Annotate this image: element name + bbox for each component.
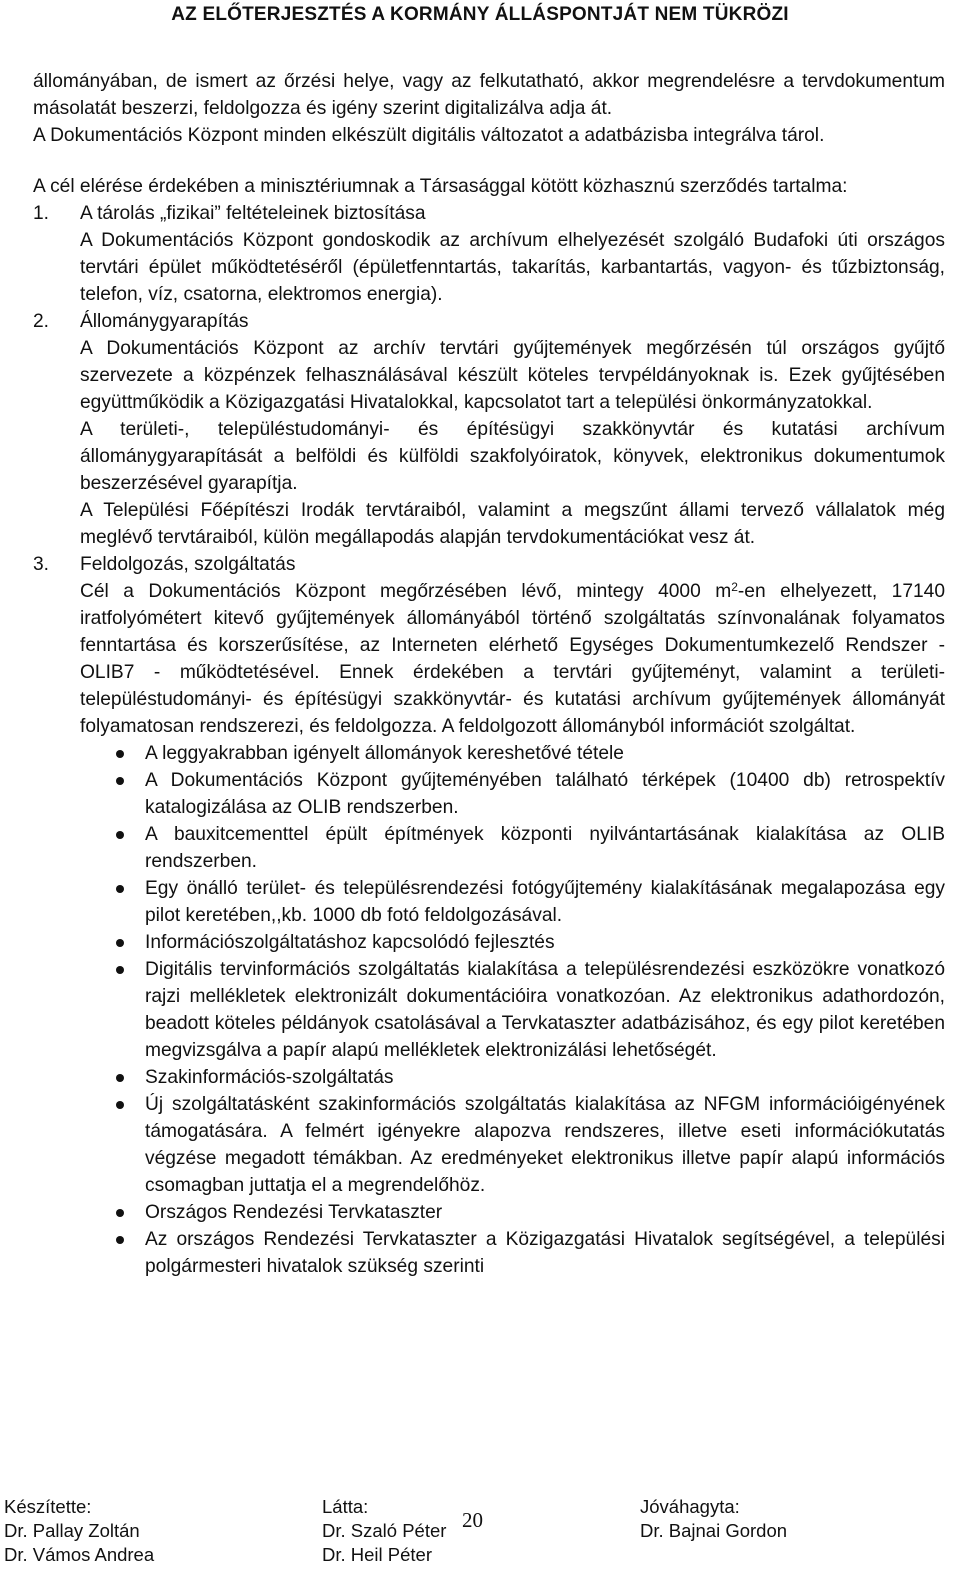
bullet-item bbox=[33, 1091, 945, 1199]
prepared-label: Készítette: bbox=[4, 1496, 92, 1517]
bullet-text: Új szolgáltatásként szakinformációs szolgáltatás kialakítása az NFGM információigényének támogatására. A felmért igényekre alapozva rendszeres, illetve eseti információkutatás végzése megadott témákban. Az eredményeket elektronikus illetve papír alapú információs csomagban juttatja el a megrendelőhöz. bbox=[145, 1094, 945, 1196]
bullet-item bbox=[33, 821, 945, 875]
prepared-name-1: Dr. Pallay Zoltán bbox=[4, 1520, 140, 1541]
bullet-item bbox=[33, 1064, 945, 1091]
bullet-text: A leggyakrabban igényelt állományok kereshetővé tétele bbox=[145, 743, 624, 764]
bullet-icon bbox=[116, 777, 124, 785]
bullet-text: A bauxitcementtel épült építmények központi nyilvántartásának kialakítása az OLIB rendszerben. bbox=[145, 824, 945, 872]
paragraph-gap bbox=[33, 149, 945, 173]
numbered-item-acquisition bbox=[33, 308, 945, 551]
page-number: 20 bbox=[462, 1508, 483, 1532]
bullet-text: Digitális tervinformációs szolgáltatás kialakítása a településrendezési eszközökre vonatkozó rajzi mellékletek elektronizált dokumentációira vonatkozóan. Az elektronikus adathordozón, beadott köteles példányok csatolásával a Tervkataszter adatbázisához, és egy pilot keretében megvizsgálva a papír alapú mellékletek elektronizálási lehetőségét. bbox=[145, 959, 945, 1061]
bullet-item bbox=[33, 875, 945, 929]
bullet-list bbox=[33, 740, 945, 1280]
seen-name-1: Dr. Szaló Péter bbox=[322, 1520, 447, 1541]
item-paragraph: A Dokumentációs Központ az archív tervtári gyűjtemények megőrzésén túl országos gyűjtő szervezete a közpénzek felhasználásával készült köteles tervpéldányoknak is. Ezek gyűjtésében együttműködik a Közigazgatási Hivatalokkal, kapcsolatot tart a települési önkormányzatokkal. bbox=[80, 338, 945, 413]
document-header: AZ ELŐTERJESZTÉS A KORMÁNY ÁLLÁSPONTJÁT NEM TÜKRÖZI bbox=[171, 4, 789, 25]
item-paragraph: A Dokumentációs Központ gondoskodik az archívum elhelyezését szolgáló Budafoki úti országos tervtári épület működtetéséről (épületfenntartás, takarítás, karbantartás, vagyon- és tűzbiztonság, telefon, víz, csatorna, elektromos energia). bbox=[80, 230, 945, 305]
intro-text-start: Cél a Dokumentációs Központ megőrzésében lévő, mintegy 4000 m bbox=[80, 581, 732, 602]
bullet-icon bbox=[116, 939, 124, 947]
document-body bbox=[33, 68, 945, 1280]
prepared-by-column bbox=[4, 1495, 154, 1567]
item-title: Állománygyarapítás bbox=[80, 311, 249, 332]
bullet-item bbox=[33, 929, 945, 956]
item-number: 3. bbox=[33, 554, 50, 575]
bullet-icon bbox=[116, 885, 124, 893]
item-paragraph: A Települési Főépítészi Irodák tervtáraiból, valamint a megszűnt állami tervező vállalatok még meglévő tervtáraiból, külön megállapodás alapján tervdokumentációkat vesz át. bbox=[80, 500, 945, 548]
item-paragraph: A területi-, településtudományi- és építésügyi szakkönyvtár és kutatási archívum állománygyarapítását a belföldi és külföldi szakfolyóiratok, könyvek, elektronikus dokumentumok beszerzésével gyarapítja. bbox=[80, 419, 945, 494]
numbered-item-storage bbox=[33, 200, 945, 308]
bullet-text: A Dokumentációs Központ gyűjteményében található térképek (10400 db) retrospektív katalogizálása az OLIB rendszerben. bbox=[145, 770, 945, 818]
signature-footer bbox=[0, 1495, 960, 1589]
item-paragraph bbox=[80, 578, 945, 740]
seen-label: Látta: bbox=[322, 1496, 369, 1517]
bullet-text: Információszolgáltatáshoz kapcsolódó fejlesztés bbox=[145, 932, 555, 953]
prepared-name-2: Dr. Vámos Andrea bbox=[4, 1544, 155, 1565]
item-title: Feldolgozás, szolgáltatás bbox=[80, 554, 296, 575]
item-number: 1. bbox=[33, 203, 50, 224]
bullet-icon bbox=[116, 1101, 124, 1109]
approved-by-column bbox=[640, 1495, 787, 1543]
paragraph-collection-request: állományában, de ismert az őrzési helye, vagy az felkutatható, akkor megrendelésre a tervdokumentum másolatát beszerzi, feldolgozza és igény szerint digitalizálva adja át. bbox=[33, 71, 945, 119]
paragraph-contract-content: A cél elérése érdekében a minisztériumnak a Társasággal kötött közhasznú szerződés tartalma: bbox=[33, 176, 848, 197]
approved-name: Dr. Bajnai Gordon bbox=[640, 1520, 788, 1541]
bullet-icon bbox=[116, 1074, 124, 1082]
bullet-text: Szakinformációs-szolgáltatás bbox=[145, 1067, 394, 1088]
bullet-item bbox=[33, 767, 945, 821]
bullet-icon bbox=[116, 966, 124, 974]
bullet-text: Országos Rendezési Tervkataszter bbox=[145, 1202, 443, 1223]
bullet-item bbox=[33, 740, 945, 767]
item-title: A tárolás „fizikai” feltételeinek biztosítása bbox=[80, 203, 426, 224]
bullet-item bbox=[33, 956, 945, 1064]
superscript-two: 2 bbox=[731, 580, 738, 594]
intro-text-rest: -en elhelyezett, 17140 iratfolyómétert kitevő gyűjtemények állományából történő szolgáltatás színvonalának folyamatos fenntartása és korszerűsítése, az Interneten elérhető Egységes Dokumentumkezelő Rendszer - OLIB7 - működtetésével. Ennek érdekében a tervtári gyűjteményt, valamint a területi- településtudományi- és építésügyi szakkönyvtár- és kutatási archívum gyűjtemények állományát folyamatosan rendszerezi, és feldolgozza. A feldolgozott állományból információt szolgáltat. bbox=[80, 581, 946, 737]
item-number: 2. bbox=[33, 311, 50, 332]
bullet-item bbox=[33, 1199, 945, 1226]
bullet-icon bbox=[116, 1209, 124, 1217]
seen-by-column bbox=[322, 1495, 446, 1567]
bullet-icon bbox=[116, 1236, 124, 1244]
bullet-text: Az országos Rendezési Tervkataszter a Közigazgatási Hivatalok segítségével, a települési polgármesteri hivatalok szükség szerinti bbox=[145, 1229, 945, 1277]
numbered-item-processing bbox=[33, 551, 945, 740]
bullet-item bbox=[33, 1226, 945, 1280]
bullet-icon bbox=[116, 750, 124, 758]
seen-name-2: Dr. Heil Péter bbox=[322, 1544, 433, 1565]
approved-label: Jóváhagyta: bbox=[640, 1496, 740, 1517]
bullet-icon bbox=[116, 831, 124, 839]
paragraph-digital-storage: A Dokumentációs Központ minden elkészült digitális változatot a adatbázisba integrálva tárol. bbox=[33, 125, 825, 146]
bullet-text: Egy önálló terület- és településrendezési fotógyűjtemény kialakításának megalapozása egy pilot keretében,,kb. 1000 db fotó feldolgozásával. bbox=[145, 878, 945, 926]
